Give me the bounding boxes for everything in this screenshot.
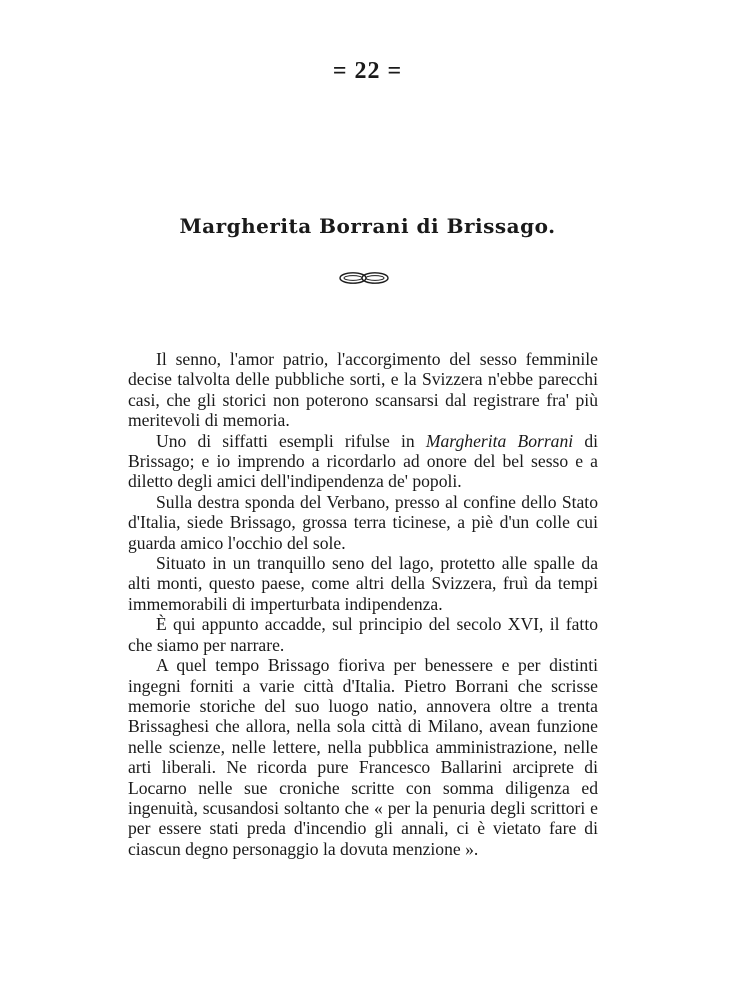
paragraph-4: Situato in un tranquillo seno del lago, protetto alle spalle da alti monti, questo paese, come altri della Svizzera, fruì da tempi immemorabili di imperturbata indipendenza. [128, 553, 598, 614]
paragraph-6: A quel tempo Brissago fioriva per benessere e per distinti ingegni forniti a varie città d'Italia. Pietro Borrani che scrisse memorie storiche del suo luogo natio, annovera oltre a trenta Brissaghesi che allora, nella sola città di Milano, avean funzione nelle scienze, nelle lettere, nella pubblica amministrazione, nelle arti liberali. Ne ricorda pure Francesco Ballarini arciprete di Locarno nelle sue croniche scritte con somma diligenza ed ingenuità, scusandosi soltanto che « per la penuria degli scrittori e per essere stati preda d'incendio gli annali, ci è vietato fare di ciascun degno personaggio la dovuta menzione ». [128, 655, 598, 859]
paragraph-2-end: di Brissago; e io imprendo a ricordarlo ad onore del bel sesso e a diletto degli amici dell'indipendenza de' popoli. [128, 430, 599, 492]
chapter-title: Margherita Borrani di Brissago. [179, 214, 556, 238]
page-number: = 22 = [332, 58, 403, 84]
person-name: Margherita Borrani [425, 430, 574, 451]
paragraph-1: Il senno, l'amor patrio, l'accorgimento del sesso femminile decise talvolta delle pubbliche sorti, e la Svizzera n'ebbe parecchi casi, che gli storici non poterono scansarsi dal registrare fra' più meritevoli di memoria. [128, 349, 598, 431]
paragraph-2-start: Uno di siffatti esempli rifulse in [156, 430, 426, 451]
paragraph-3: Sulla destra sponda del Verbano, presso al confine dello Stato d'Italia, siede Brissago, grossa terra ticinese, a piè d'un colle cui guarda amico l'occhio del sole. [128, 491, 598, 553]
paragraph-2 [128, 431, 598, 492]
article-body [128, 349, 598, 859]
double-chain-ornament-icon [338, 270, 390, 286]
paragraph-5: È qui appunto accadde, sul principio del secolo XVI, il fatto che siamo per narrare. [128, 614, 598, 655]
